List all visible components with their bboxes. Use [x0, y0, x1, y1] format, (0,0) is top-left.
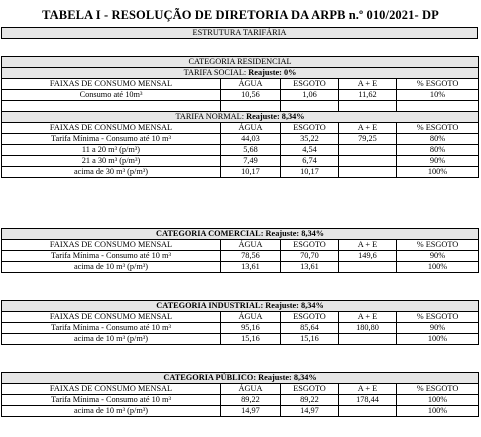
agua-cell: 78,56 [221, 251, 281, 262]
esgoto-cell: 6,74 [281, 156, 339, 167]
esgoto-cell: 85,64 [281, 323, 339, 334]
a-e-cell [339, 334, 397, 345]
esgoto-cell: 15,16 [281, 334, 339, 345]
faixa-cell: 11 a 20 m³ (p/m³) [2, 145, 221, 156]
table-row [2, 156, 479, 167]
tarifa-normal-heading: TARIFA NORMAL: Reajuste: 8,34% [2, 112, 479, 123]
a-e-cell: 11,62 [339, 90, 397, 101]
pct-esgoto-cell: 90% [397, 251, 479, 262]
table-header-row: FAIXAS DE CONSUMO MENSAL ÁGUA ESGOTO A + E % ESGOTO [2, 312, 479, 323]
pct-esgoto-cell: 10% [397, 90, 479, 101]
agua-cell: 95,16 [221, 323, 281, 334]
agua-cell: 89,22 [221, 395, 281, 406]
faixa-cell: Consumo até 10m³ [2, 90, 221, 101]
comercial-category-heading: CATEGORIA COMERCIAL: Reajuste: 8,34% [2, 229, 479, 240]
a-e-cell [339, 167, 397, 178]
pct-esgoto-cell: 80% [397, 145, 479, 156]
esgoto-cell: 70,70 [281, 251, 339, 262]
agua-cell: 14,97 [221, 406, 281, 417]
table-row [2, 334, 479, 345]
pct-esgoto-cell: 100% [397, 406, 479, 417]
pct-esgoto-cell: 100% [397, 167, 479, 178]
faixa-cell: acima de 10 m³ (p/m³) [2, 406, 221, 417]
table-row [2, 134, 479, 145]
esgoto-cell: 14,97 [281, 406, 339, 417]
faixa-cell: Tarifa Mínima - Consumo até 10 m³ [2, 251, 221, 262]
agua-cell: 7,49 [221, 156, 281, 167]
residencial-table [1, 56, 479, 178]
esgoto-cell: 89,22 [281, 395, 339, 406]
table-header-row: FAIXAS DE CONSUMO MENSAL ÁGUA ESGOTO A + E % ESGOTO [2, 384, 479, 395]
esgoto-cell: 1,06 [281, 90, 339, 101]
faixa-cell: 21 a 30 m³ (p/m³) [2, 156, 221, 167]
table-row [2, 167, 479, 178]
agua-cell: 10,56 [221, 90, 281, 101]
document-title: TABELA I - RESOLUÇÃO DE DIRETORIA DA ARPB n.º 010/2021- DP [42, 8, 439, 22]
a-e-cell: 180,80 [339, 323, 397, 334]
a-e-cell [339, 406, 397, 417]
a-e-cell: 79,25 [339, 134, 397, 145]
agua-cell: 5,68 [221, 145, 281, 156]
comercial-table [1, 228, 479, 273]
industrial-category-heading: CATEGORIA INDUSTRIAL: Reajuste: 8,34% [2, 301, 479, 312]
agua-cell: 44,03 [221, 134, 281, 145]
table-row [2, 262, 479, 273]
tarifa-social-heading: TARIFA SOCIAL: Reajuste: 0% [2, 68, 479, 79]
faixa-cell: Tarifa Mínima - Consumo até 10 m³ [2, 134, 221, 145]
pct-esgoto-cell: 100% [397, 395, 479, 406]
estrutura-heading: ESTRUTURA TARIFÁRIA [2, 28, 478, 39]
publico-category-heading: CATEGORIA PÚBLICO: Reajuste: 8,34% [2, 373, 479, 384]
faixa-cell: acima de 10 m³ (p/m³) [2, 334, 221, 345]
table-row [2, 395, 479, 406]
esgoto-cell: 13,61 [281, 262, 339, 273]
agua-cell: 15,16 [221, 334, 281, 345]
table-header-row: FAIXAS DE CONSUMO MENSAL ÁGUA ESGOTO A + E % ESGOTO [2, 123, 479, 134]
table-header-row: FAIXAS DE CONSUMO MENSAL ÁGUA ESGOTO A + E % ESGOTO [2, 240, 479, 251]
table-row [2, 90, 479, 101]
agua-cell: 10,17 [221, 167, 281, 178]
table-row [2, 251, 479, 262]
faixa-cell: acima de 10 m³ (p/m³) [2, 262, 221, 273]
a-e-cell [339, 156, 397, 167]
table-header-row: FAIXAS DE CONSUMO MENSAL ÁGUA ESGOTO A + E % ESGOTO [2, 79, 479, 90]
faixa-cell: Tarifa Mínima - Consumo até 10 m³ [2, 323, 221, 334]
pct-esgoto-cell: 100% [397, 334, 479, 345]
residencial-category-heading: CATEGORIA RESIDENCIAL [2, 57, 479, 68]
industrial-table [1, 300, 479, 345]
table-row [2, 145, 479, 156]
estrutura-table [1, 27, 478, 39]
pct-esgoto-cell: 90% [397, 156, 479, 167]
pct-esgoto-cell: 100% [397, 262, 479, 273]
a-e-cell: 178,44 [339, 395, 397, 406]
a-e-cell [339, 145, 397, 156]
faixa-cell: acima de 30 m³ (p/m³) [2, 167, 221, 178]
pct-esgoto-cell: 90% [397, 323, 479, 334]
table-row [2, 406, 479, 417]
esgoto-cell: 35,22 [281, 134, 339, 145]
table-row [2, 323, 479, 334]
esgoto-cell: 4,54 [281, 145, 339, 156]
a-e-cell [339, 262, 397, 273]
publico-table [1, 372, 479, 417]
pct-esgoto-cell: 80% [397, 134, 479, 145]
agua-cell: 13,61 [221, 262, 281, 273]
a-e-cell: 149,6 [339, 251, 397, 262]
esgoto-cell: 10,17 [281, 167, 339, 178]
faixa-cell: Tarifa Mínima - Consumo até 10 m³ [2, 395, 221, 406]
